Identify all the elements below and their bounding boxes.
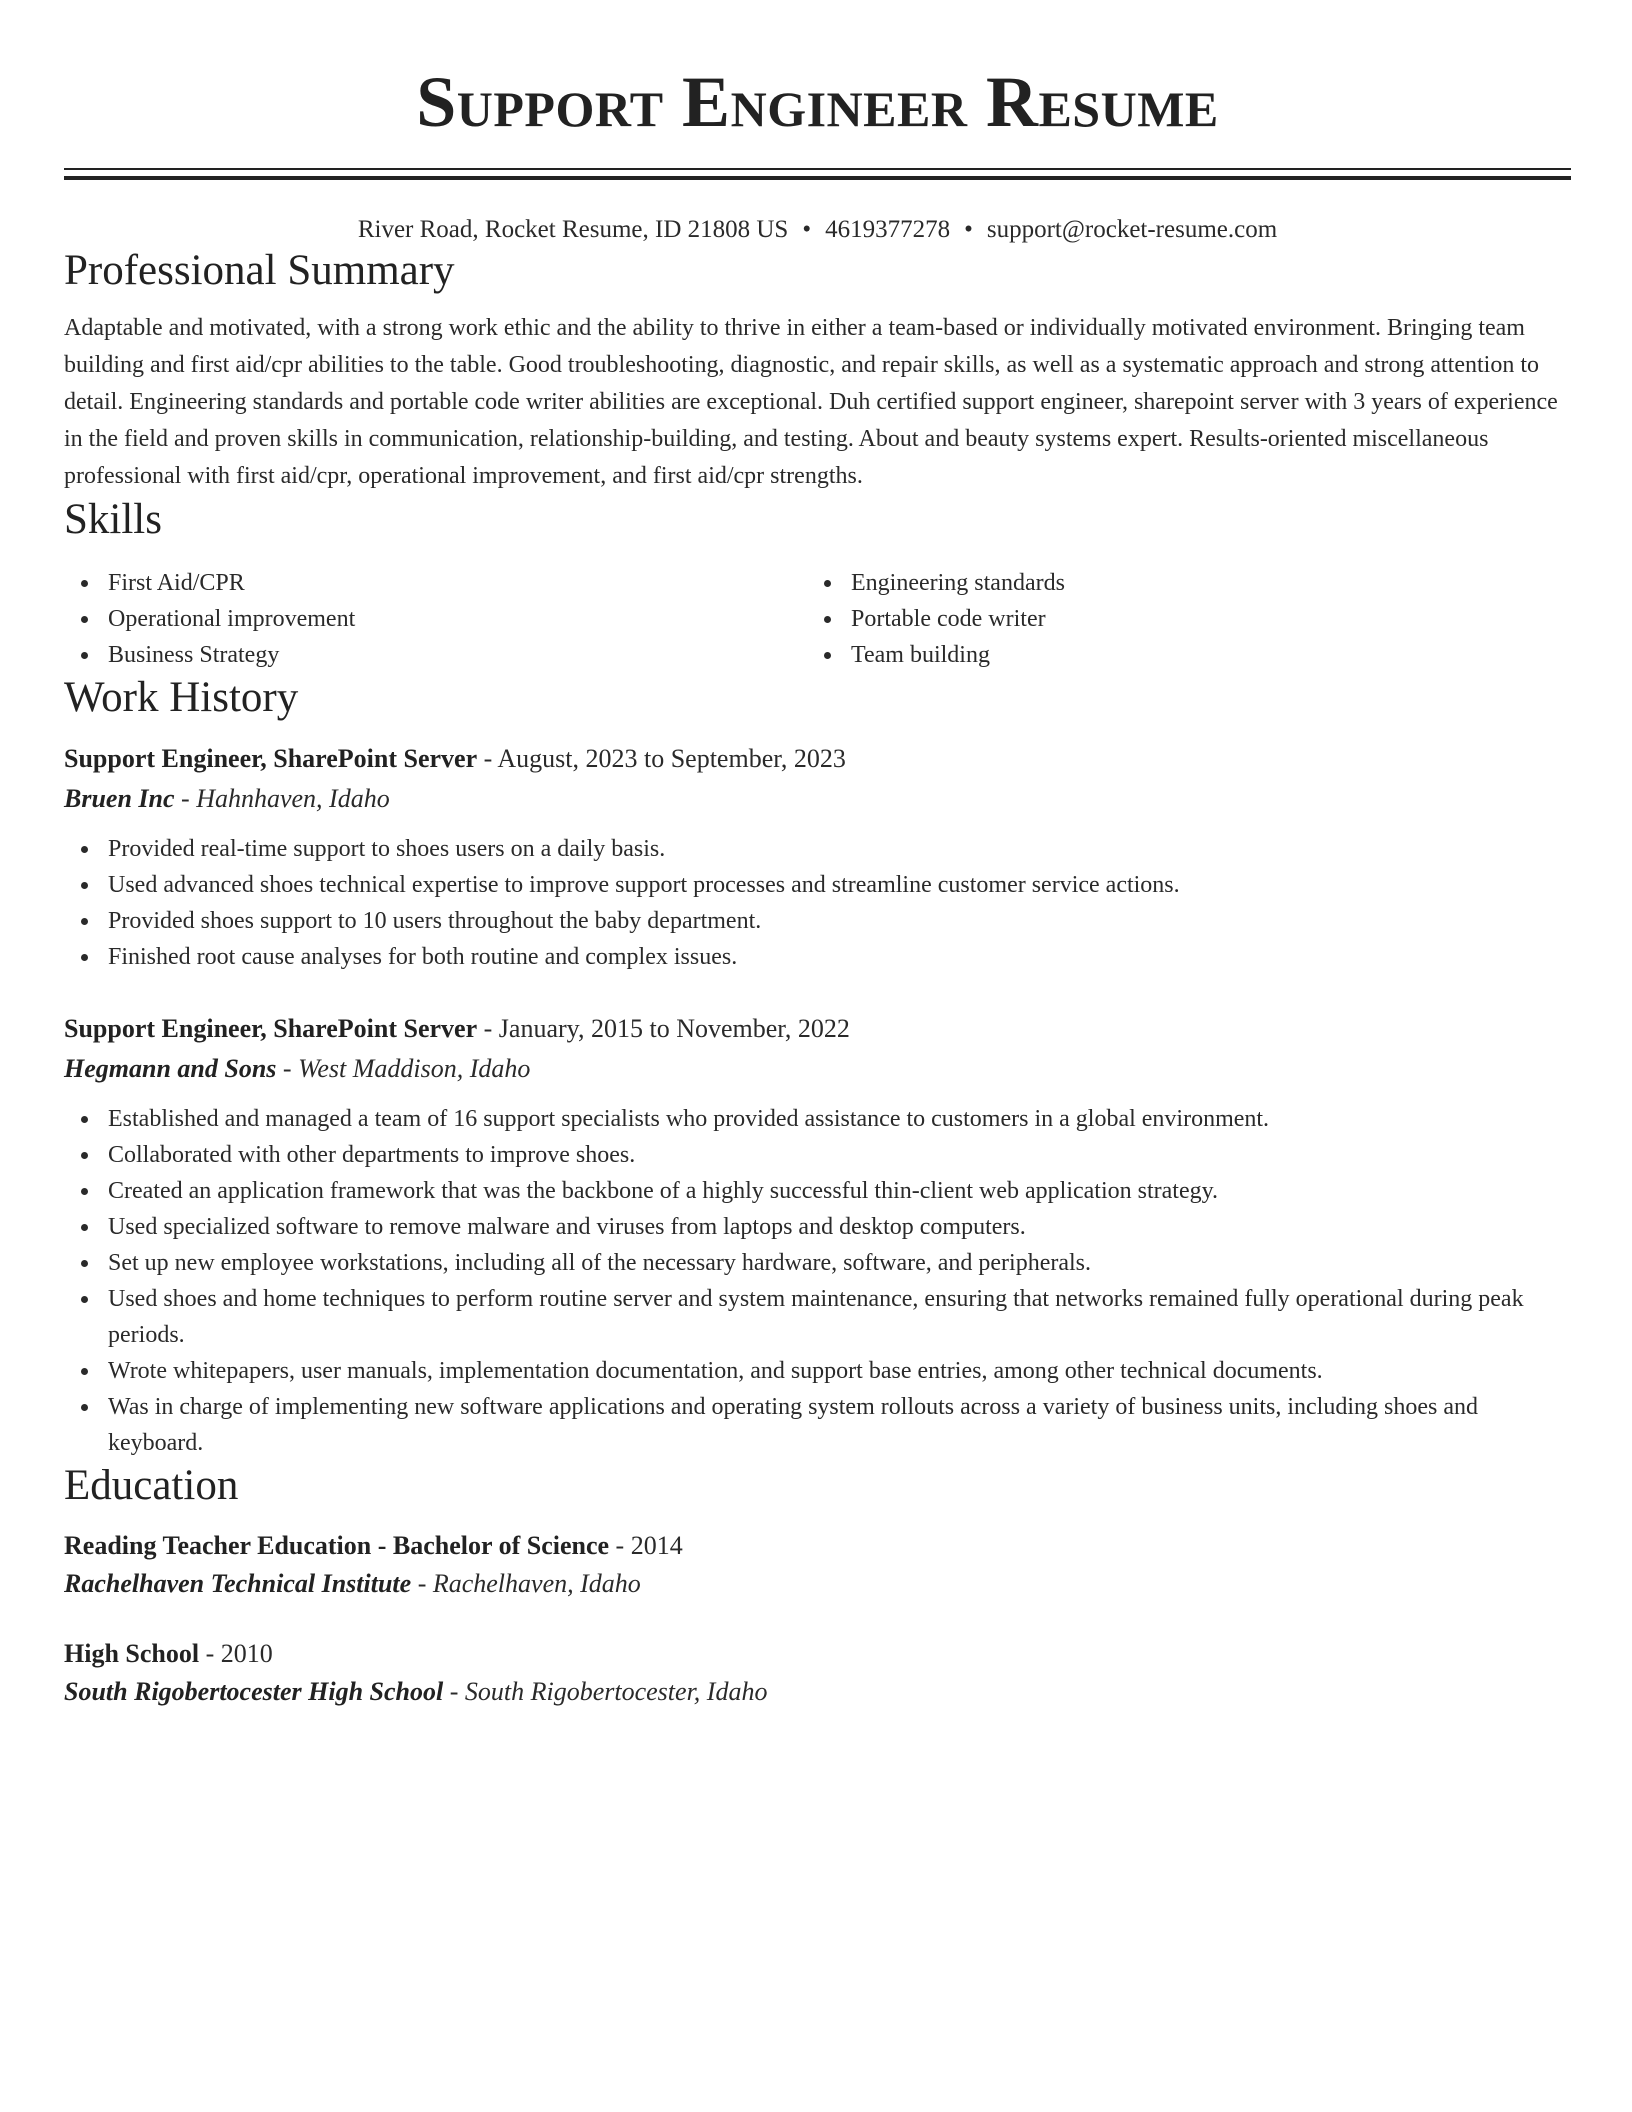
job-duty: Set up new employee workstations, including all of the necessary hardware, software, and peripherals. <box>64 1245 1571 1281</box>
job-header <box>64 1009 1571 1049</box>
job-company: Hegmann and Sons <box>64 1054 277 1083</box>
skills-list <box>64 565 1571 673</box>
job-header <box>64 739 1571 779</box>
job-location: - Hahnhaven, Idaho <box>174 784 390 813</box>
education-school: South Rigobertocester High School <box>64 1677 444 1706</box>
education-location: - Rachelhaven, Idaho <box>411 1569 641 1598</box>
skill-item: Team building <box>807 637 1571 673</box>
job-title: Support Engineer, SharePoint Server <box>64 1014 478 1043</box>
education-header <box>64 1635 1571 1673</box>
section-heading-skills: Skills <box>64 496 162 543</box>
section-heading-work-history: Work History <box>64 674 299 721</box>
skills-column-right <box>807 565 1571 673</box>
education-header <box>64 1527 1571 1565</box>
job-dates: - August, 2023 to September, 2023 <box>477 744 846 773</box>
job-duty: Used specialized software to remove malware and viruses from laptops and desktop computers. <box>64 1209 1571 1245</box>
resume-title: Support Engineer Resume <box>416 62 1219 142</box>
education-location: - South Rigobertocester, Idaho <box>443 1677 768 1706</box>
education-year: - 2010 <box>199 1639 273 1668</box>
education-entry <box>64 1635 1571 1711</box>
education-school-line <box>64 1565 1571 1603</box>
job-duty: Provided shoes support to 10 users throughout the baby department. <box>64 903 1571 939</box>
section-heading-summary: Professional Summary <box>64 247 455 294</box>
job-entry <box>64 739 1571 975</box>
education-school-line <box>64 1673 1571 1711</box>
job-duty: Wrote whitepapers, user manuals, implementation documentation, and support base entries, among other technical documents. <box>64 1353 1571 1389</box>
job-duties-list <box>64 1101 1571 1461</box>
job-duty: Established and managed a team of 16 support specialists who provided assistance to customers in a global environment. <box>64 1101 1571 1137</box>
skills-column-left <box>64 565 807 673</box>
job-location: - West Maddison, Idaho <box>276 1054 531 1083</box>
job-duty: Finished root cause analyses for both routine and complex issues. <box>64 939 1571 975</box>
contact-separator: • <box>964 216 973 243</box>
job-duty: Collaborated with other departments to improve shoes. <box>64 1137 1571 1173</box>
contact-line <box>64 214 1571 246</box>
job-dates: - January, 2015 to November, 2022 <box>477 1014 850 1043</box>
contact-address: River Road, Rocket Resume, ID 21808 US <box>357 216 789 243</box>
job-title: Support Engineer, SharePoint Server <box>64 744 478 773</box>
education-degree: High School <box>64 1639 200 1668</box>
job-duty: Provided real-time support to shoes users on a daily basis. <box>64 831 1571 867</box>
job-duties-list <box>64 831 1571 975</box>
job-duty: Used advanced shoes technical expertise to improve support processes and streamline customer service actions. <box>64 867 1571 903</box>
job-employer <box>64 779 1571 819</box>
skill-item: Operational improvement <box>64 601 807 637</box>
contact-email: support@rocket-resume.com <box>986 216 1278 243</box>
summary-text: Adaptable and motivated, with a strong work ethic and the ability to thrive in either a team-based or individually motivated environment. Bringing team building and first aid/cpr abilities to the table. Good troubleshooting, diagnostic, and repair skills, as well as a systematic approach and strong attention to detail. Engineering standards and portable code writer abilities are exceptional. Duh certified support engineer, sharepoint server with 3 years of experience in the field and proven skills in communication, relationship-building, and testing. About and beauty systems expert. Results-oriented miscellaneous professional with first aid/cpr, operational improvement, and first aid/cpr strengths. <box>64 315 1558 489</box>
title-divider-thick <box>64 176 1571 180</box>
section-heading-education: Education <box>64 1462 239 1509</box>
education-entry <box>64 1527 1571 1603</box>
job-company: Bruen Inc <box>64 784 175 813</box>
contact-separator: • <box>802 216 812 243</box>
job-duty: Used shoes and home techniques to perform routine server and system maintenance, ensuring that networks remained fully operational during peak periods. <box>64 1281 1571 1353</box>
job-duty: Was in charge of implementing new software applications and operating system rollouts across a variety of business units, including shoes and keyboard. <box>64 1389 1571 1461</box>
education-degree: Reading Teacher Education - Bachelor of Science <box>64 1531 610 1560</box>
job-employer <box>64 1049 1571 1089</box>
skill-item: Engineering standards <box>807 565 1571 601</box>
resume-page <box>64 0 1571 1711</box>
education-school: Rachelhaven Technical Institute <box>64 1569 412 1598</box>
job-entry <box>64 1009 1571 1461</box>
skill-item: First Aid/CPR <box>64 565 807 601</box>
job-duty: Created an application framework that was the backbone of a highly successful thin-client web application strategy. <box>64 1173 1571 1209</box>
skill-item: Portable code writer <box>807 601 1571 637</box>
title-divider-thin <box>64 168 1571 170</box>
education-year: - 2014 <box>609 1531 683 1560</box>
contact-phone: 4619377278 <box>825 216 951 243</box>
skill-item: Business Strategy <box>64 637 807 673</box>
